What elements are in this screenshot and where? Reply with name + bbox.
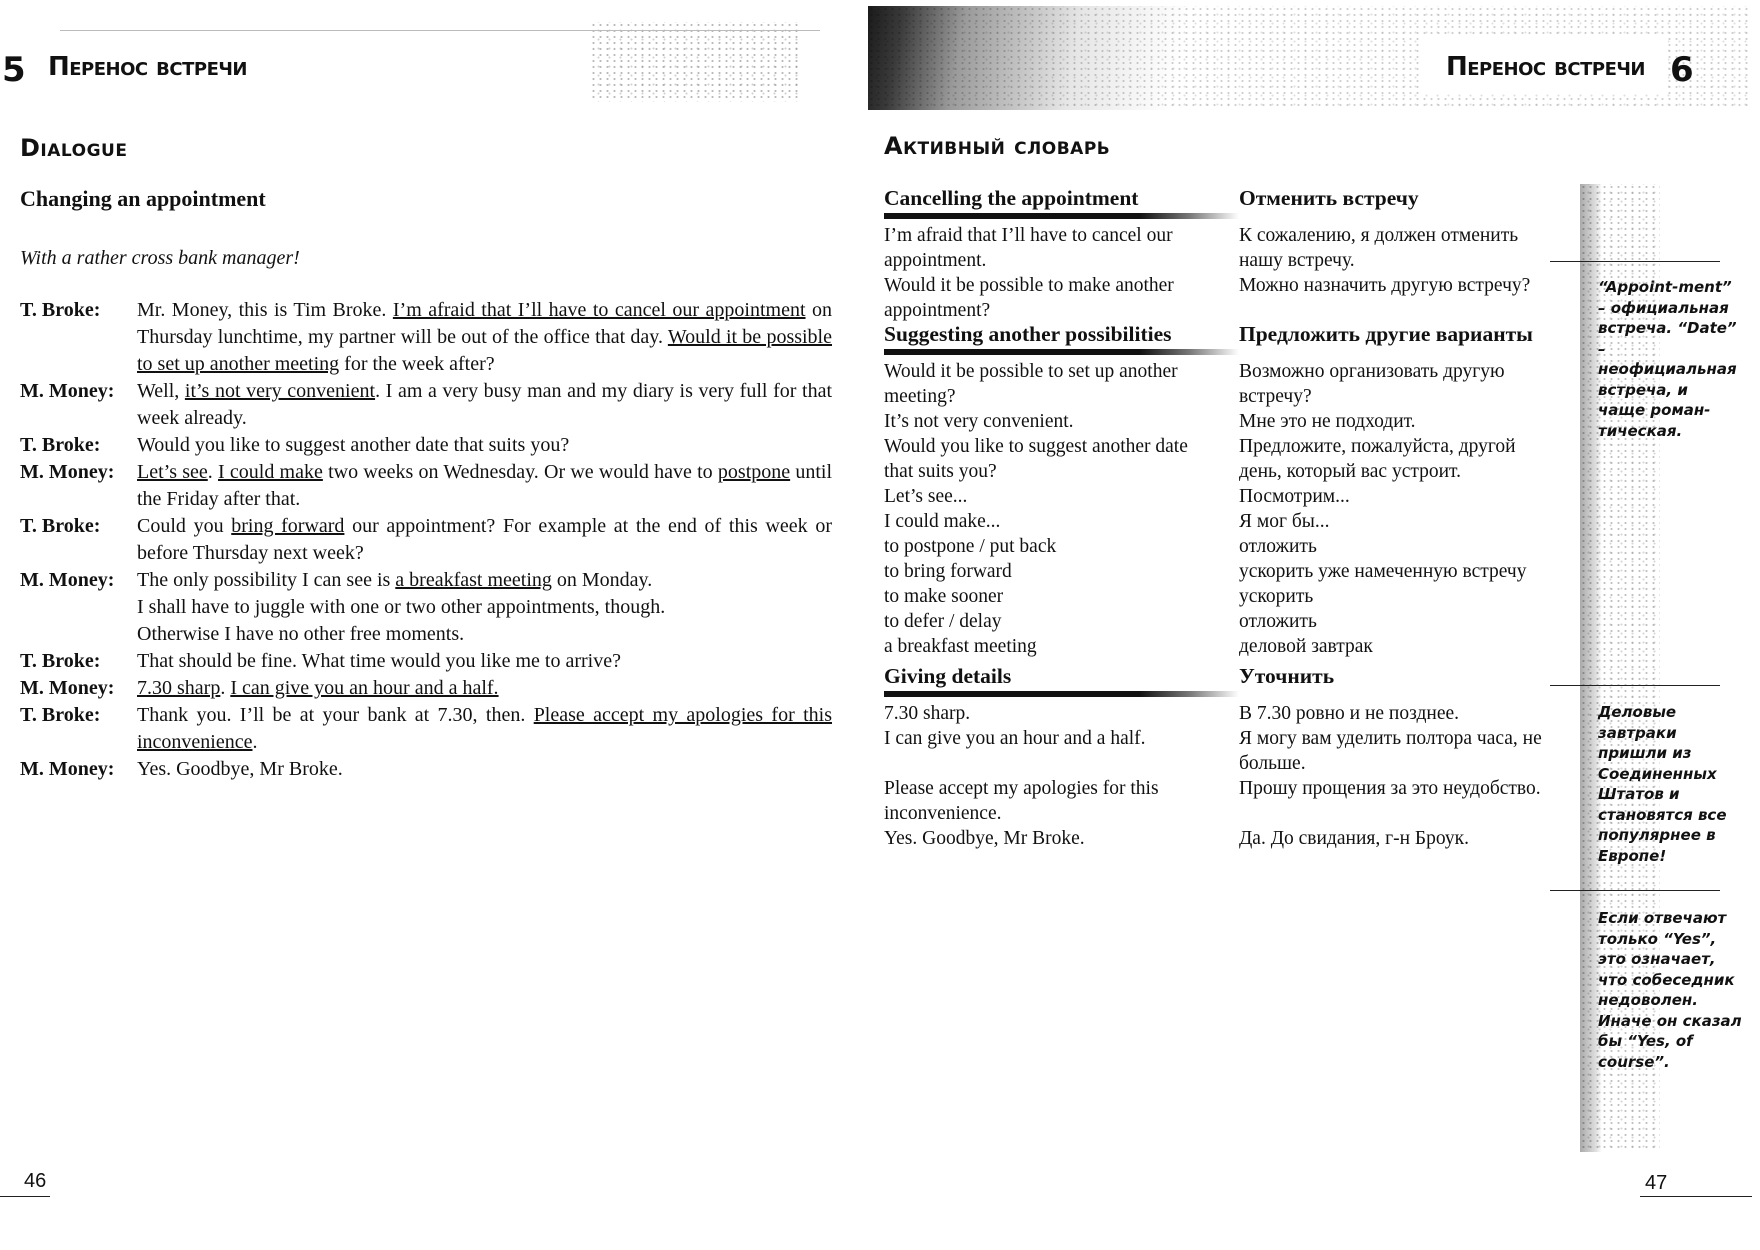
dialogue-fragment: Thank you. I’ll be at your bank at 7.30, then. — [137, 704, 534, 726]
vocab-term-ru: Посмотрим... — [1239, 486, 1350, 507]
key-phrase: I’m afraid that I’ll have to cancel our appointment — [392, 299, 806, 321]
dialogue-speaker: T. Broke: — [20, 704, 101, 726]
key-phrase: it’s not very convenient — [184, 380, 376, 402]
dialogue-text — [137, 459, 832, 513]
vocab-row — [884, 701, 1564, 726]
right-header-title: Перенос встречи — [1446, 52, 1645, 82]
dialogue-fragment: The only possibility I can see is — [137, 569, 396, 591]
vocab-term-en: It’s not very convenient. — [884, 411, 1074, 432]
dialogue-fragment: Yes. Goodbye, Mr Broke. — [137, 758, 343, 780]
vocab-term-ru: Я мог бы... — [1239, 511, 1330, 532]
dialogue-line — [20, 432, 832, 459]
vocab-term-en: to defer / delay — [884, 611, 1002, 632]
left-chapter-number: 5 — [2, 50, 26, 90]
left-header-texture — [590, 22, 800, 102]
vocab-row — [884, 223, 1564, 273]
vocab-row — [884, 534, 1564, 559]
vocab-row — [884, 634, 1564, 659]
right-page-number: 47 — [1645, 1172, 1668, 1194]
sidebar-rule-1 — [1550, 261, 1720, 262]
dialogue-fragment: I shall have to juggle with one or two other appointments, though. — [137, 596, 666, 618]
dialogue-speaker: M. Money: — [20, 461, 115, 483]
vocab-section — [884, 664, 1564, 851]
vocab-heading-ru: Предложить другие варианты — [1239, 322, 1533, 346]
dialogue-intro: With a rather cross bank manager! — [20, 247, 300, 269]
dialogue-text — [137, 297, 832, 378]
dialogue-fragment: two weeks on Wednesday. Or we would have to — [322, 461, 718, 483]
vocab-term-ru: Я могу вам уделить полтора часа, не больше. — [1239, 728, 1542, 774]
vocab-row — [884, 434, 1564, 484]
dialogue-speaker: T. Broke: — [20, 299, 101, 321]
left-footer-rule — [0, 1196, 50, 1197]
vocab-heading-en: Cancelling the appointment — [884, 186, 1139, 210]
vocab-term-en: Would it be possible to make another appointment? — [884, 275, 1174, 321]
key-phrase: 7.30 sharp — [137, 677, 221, 699]
dialogue-fragment: That should be fine. What time would you like me to arrive? — [137, 650, 621, 672]
vocab-term-en: I’m afraid that I’ll have to cancel our appointment. — [884, 225, 1173, 271]
vocab-row — [884, 584, 1564, 609]
dialogue-speaker: T. Broke: — [20, 515, 101, 537]
vocab-term-en: 7.30 sharp. — [884, 703, 971, 724]
sidebar-rule-2 — [1550, 685, 1720, 686]
dialogue-fragment: until the Friday after that. — [137, 461, 833, 510]
dialogue-text — [137, 675, 832, 702]
dialogue-speaker — [20, 594, 137, 621]
vocab-row — [884, 776, 1564, 826]
dialogue-text — [137, 594, 832, 621]
dialogue-fragment: Could you — [137, 515, 232, 537]
vocab-heading-bar — [884, 213, 1239, 219]
dialogue-line — [20, 459, 832, 513]
dialogue-fragment: for the week after? — [339, 353, 495, 375]
left-header-rule — [60, 30, 820, 31]
vocab-row — [884, 609, 1564, 634]
dialogue-text — [137, 648, 832, 675]
dialogue-line — [20, 378, 832, 432]
dialogue-fragment: Would you like to suggest another date that suits you? — [137, 434, 570, 456]
dialogue-text — [137, 756, 832, 783]
key-phrase: Would it be possible to set up another meeting — [137, 326, 832, 375]
vocab-term-en: I can give you an hour and a half. — [884, 728, 1146, 749]
dialogue-speaker: T. Broke: — [20, 650, 101, 672]
dialogue-speaker: M. Money: — [20, 569, 115, 591]
vocab-section — [884, 322, 1564, 659]
dialogue-text — [137, 702, 832, 756]
vocab-heading-bar — [884, 349, 1239, 355]
vocab-term-en: Let’s see... — [884, 486, 968, 507]
vocab-term-en: Yes. Goodbye, Mr Broke. — [884, 828, 1085, 849]
dialogue-line — [20, 513, 832, 567]
key-phrase: bring forward — [231, 515, 345, 537]
dialogue-fragment: . I am a very busy man and my diary is very full for that week already. — [137, 380, 833, 429]
dialogue-text — [137, 621, 832, 648]
vocab-row — [884, 273, 1564, 323]
dialogue-speaker: M. Money: — [20, 758, 115, 780]
sidebar-rule-3 — [1550, 890, 1720, 891]
vocab-term-ru: деловой завтрак — [1239, 636, 1373, 657]
dialogue-fragment: on Thursday lunchtime, my partner will be out of the office that day. — [137, 299, 832, 348]
vocab-term-ru: Возможно организовать другую встречу? — [1239, 361, 1505, 407]
dialogue-text — [137, 378, 832, 432]
dialogue-fragment: . — [220, 677, 231, 699]
vocab-term-ru: отложить — [1239, 536, 1317, 557]
vocab-term-ru: отложить — [1239, 611, 1317, 632]
dialogue-line — [20, 702, 832, 756]
vocab-heading-ru: Уточнить — [1239, 664, 1335, 688]
dialogue-line — [20, 297, 832, 378]
dialogue-fragment: Well, — [137, 380, 185, 402]
vocab-term-ru: ускорить уже намеченную встречу — [1239, 561, 1527, 582]
vocab-term-en: to bring forward — [884, 561, 1012, 582]
vocab-term-en: to postpone / put back — [884, 536, 1057, 557]
left-page-number: 46 — [24, 1170, 47, 1192]
key-phrase: a breakfast meeting — [395, 569, 552, 591]
vocab-heading-en: Suggesting another possibilities — [884, 322, 1172, 346]
vocab-row — [884, 726, 1564, 776]
sidebar-note-1: “Appoint-ment” – официальная встреча. “Date” – неофициальная встреча, и чаще роман-тическая. — [1598, 278, 1737, 440]
vocab-section-header — [884, 186, 1564, 211]
vocab-row — [884, 826, 1564, 851]
vocab-term-ru: К сожалению, я должен отменить нашу встречу. — [1239, 225, 1519, 271]
dialogue-line — [20, 621, 832, 648]
vocab-term-en: Please accept my apologies for this inconvenience. — [884, 778, 1159, 824]
vocab-term-en: Would you like to suggest another date that suits you? — [884, 436, 1188, 482]
left-header-title: Перенос встречи — [48, 52, 247, 82]
key-phrase: Let’s see — [137, 461, 208, 483]
dialogue-text — [137, 567, 832, 594]
dialogue-fragment: our appointment? For example at the end of this week or before Thursday next week? — [137, 515, 832, 564]
dialogue-section-title: Dialogue — [20, 134, 128, 162]
vocab-heading-en: Giving details — [884, 664, 1012, 688]
vocab-term-ru: Мне это не подходит. — [1239, 411, 1416, 432]
right-chapter-number: 6 — [1670, 50, 1694, 90]
dialogue-speaker: M. Money: — [20, 380, 115, 402]
dialogue-speaker: M. Money: — [20, 677, 115, 699]
vocab-row — [884, 509, 1564, 534]
sidebar-note-2: Деловые завтраки пришли из Соединенных Штатов и становятся все популярнее в Европе! — [1598, 703, 1727, 865]
vocab-term-en: I could make... — [884, 511, 1001, 532]
vocab-section-header — [884, 664, 1564, 689]
vocabulary-section-title: Активный словарь — [884, 132, 1111, 160]
dialogue-line — [20, 756, 832, 783]
key-phrase: I can give you an hour and a half. — [230, 677, 499, 699]
dialogue-fragment: on Monday. — [551, 569, 653, 591]
dialogue-line — [20, 567, 832, 594]
vocab-row — [884, 484, 1564, 509]
vocab-term-ru: Можно назначить другую встречу? — [1239, 275, 1531, 296]
dialogue-fragment: Mr. Money, this is Tim Broke. — [137, 299, 393, 321]
vocab-term-ru: Да. До свидания, г-н Броук. — [1239, 828, 1469, 849]
vocab-term-en: to make sooner — [884, 586, 1004, 607]
dialogue-fragment: Otherwise I have no other free moments. — [137, 623, 465, 645]
dialogue-line — [20, 675, 832, 702]
dialogue-fragment: . — [252, 731, 258, 753]
vocab-section — [884, 186, 1564, 323]
vocab-term-ru: ускорить — [1239, 586, 1314, 607]
vocab-term-en: Would it be possible to set up another meeting? — [884, 361, 1178, 407]
dialogue-subtitle: Changing an appointment — [20, 186, 266, 211]
dialogue-line — [20, 594, 832, 621]
dialogue-line — [20, 648, 832, 675]
vocab-row — [884, 559, 1564, 584]
dialogue-fragment: . — [207, 461, 218, 483]
vocab-heading-bar — [884, 691, 1239, 697]
dialogue-text — [137, 432, 832, 459]
key-phrase: postpone — [717, 461, 791, 483]
key-phrase: I could make — [218, 461, 323, 483]
right-footer-rule — [1640, 1196, 1752, 1197]
dialogue-speaker — [20, 621, 137, 648]
vocab-term-ru: В 7.30 ровно и не позднее. — [1239, 703, 1460, 724]
key-phrase: Please accept my apologies for this inconvenience — [137, 704, 832, 753]
vocab-term-ru: Прошу прощения за это неудобство. — [1239, 778, 1541, 799]
dialogue-text — [137, 513, 832, 567]
sidebar-note-3: Если отвечают только “Yes”, это означает, что собеседник недоволен. Иначе он сказал бы “Yes, of course”. — [1598, 909, 1742, 1071]
vocab-term-en: a breakfast meeting — [884, 636, 1037, 657]
vocab-row — [884, 359, 1564, 409]
dialogue-speaker: T. Broke: — [20, 434, 101, 456]
vocab-section-header — [884, 322, 1564, 347]
dialogue-body — [20, 297, 832, 783]
vocab-row — [884, 409, 1564, 434]
vocab-term-ru: Предложите, пожалуйста, другой день, который вас устроит. — [1239, 436, 1516, 482]
vocab-heading-ru: Отменить встречу — [1239, 186, 1419, 210]
